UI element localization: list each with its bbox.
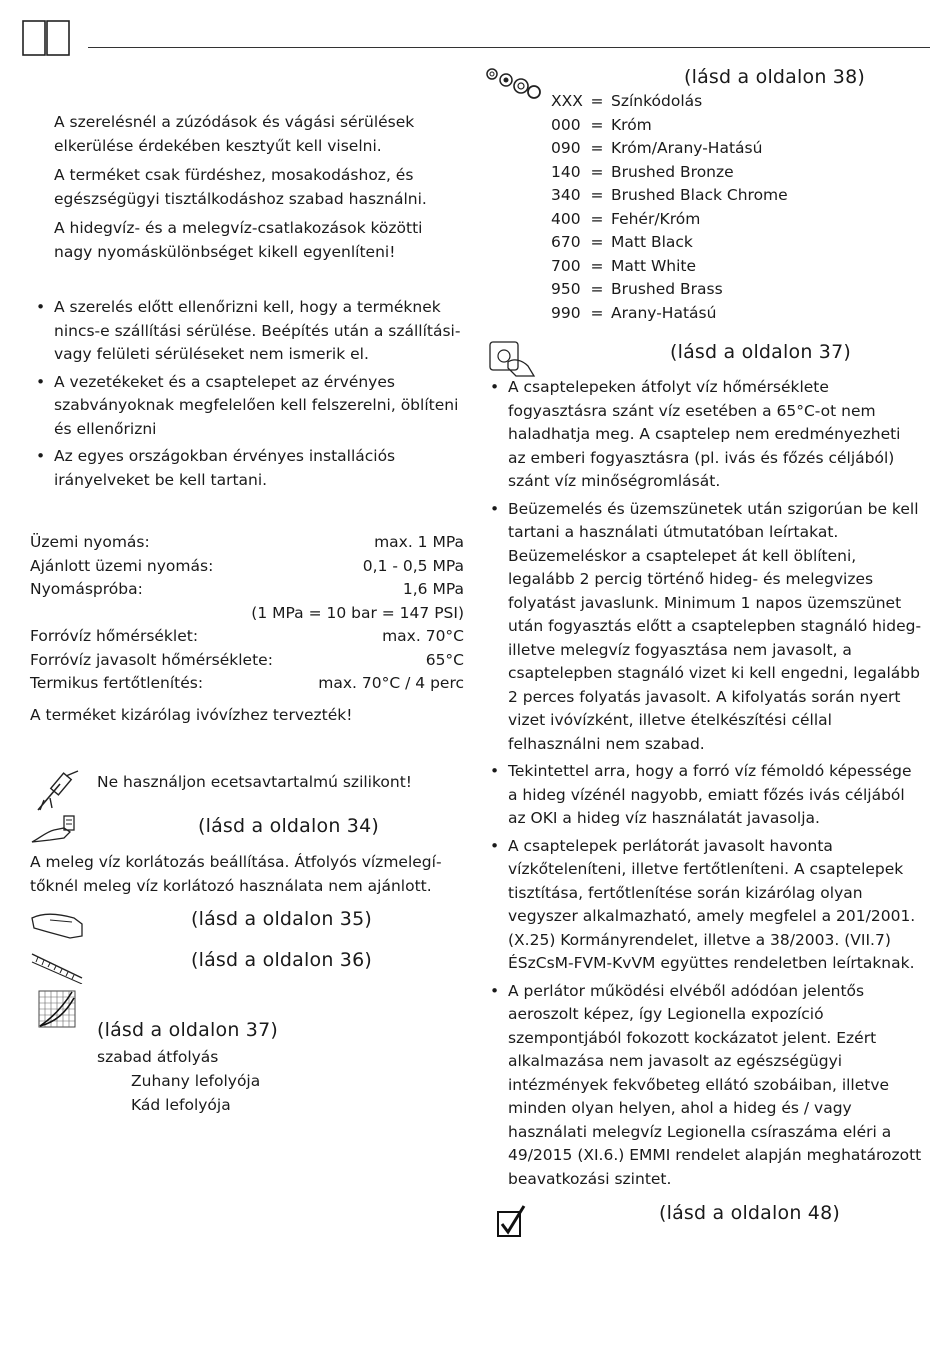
- color-name: Arany-Hatású: [611, 303, 717, 322]
- equals-sign: =: [590, 209, 604, 228]
- checkbox-icon: [496, 1204, 526, 1238]
- safety-notes: [54, 111, 454, 264]
- color-name: Brushed Bronze: [611, 162, 734, 181]
- color-code-row: [551, 255, 871, 279]
- flow-title: szabad átfolyás: [97, 1048, 219, 1066]
- install-note: • Az egyes országokban érvényes installációs irányelveket be kell tartani.: [30, 445, 462, 492]
- spec-row: [30, 555, 464, 579]
- equals-sign: =: [590, 186, 604, 204]
- install-note: • A vezetékeket és a csaptelepet az érvényes szabványoknak megfelelően kell felszerelni, öblíteni és ellenőrizni: [30, 371, 462, 442]
- page-ref-34: (lásd a oldalon 34): [198, 815, 379, 837]
- color-code: 400: [551, 209, 581, 228]
- color-code: 090: [551, 139, 581, 157]
- safety-note: A hidegvíz- és a melegvíz-csatlakozások közötti nagy nyomáskülönbséget kikell egyenlíteni!: [54, 219, 423, 261]
- spec-row: [30, 649, 464, 673]
- spec-row: [30, 625, 464, 649]
- color-code-row: [551, 231, 871, 255]
- hot-limit-text: A meleg víz korlátozás beállítása. Átfolyós vízmelegí-tőknél meleg víz korlátozó használata nem ajánlott.: [30, 853, 442, 895]
- color-code-row: [551, 90, 871, 114]
- equals-sign: =: [590, 280, 604, 298]
- equals-sign: =: [590, 92, 604, 110]
- page-ref-37-right: (lásd a oldalon 37): [670, 341, 851, 363]
- color-name: Króm/Arany-Hatású: [611, 139, 763, 157]
- color-code-row: [551, 137, 871, 161]
- color-name: Színkódolás: [611, 92, 703, 110]
- color-code-row: [551, 161, 871, 185]
- equals-sign: =: [590, 233, 604, 251]
- flow-item: Zuhany lefolyója: [131, 1072, 261, 1090]
- hand-clean-icon: [488, 338, 536, 378]
- color-name: Matt White: [611, 256, 697, 275]
- color-code-list: [551, 90, 871, 325]
- hygiene-note: • A perlátor működési elvéből adódóan jelentős aeroszolt képez, így Legionella expozíció szempontjából fokozott kockázatot jelent. Ezért alkalmazása nem javasolt az egészségügyi intézmények fekvőbeteg ellátó szobáiban, illetve minden olyan helyen, ahol a hideg és / vagy használati melegvíz Legionella csíraszáma eléri a 49/2015 (XI.6.) EMMI rendelet alapján meghatározott beavatkozási szintet.: [484, 980, 922, 1192]
- header-rule: [88, 47, 930, 48]
- spec-value: 65°C: [425, 650, 464, 669]
- potable-note: A terméket kizárólag ivóvízhez tervezték!: [30, 705, 353, 724]
- spec-row: [30, 672, 464, 696]
- page-ref-48: (lásd a oldalon 48): [659, 1202, 840, 1224]
- color-code: XXX: [551, 92, 583, 110]
- safety-note: A terméket csak fürdéshez, mosakodáshoz, és egészségügyi tisztálkodáshoz szabad használni.: [54, 166, 427, 208]
- color-code: 700: [551, 256, 581, 275]
- color-name: Króm: [611, 115, 652, 134]
- equals-sign: =: [590, 303, 604, 322]
- color-code: 140: [551, 162, 581, 181]
- spec-row: [30, 602, 464, 626]
- color-name: Brushed Black Chrome: [611, 186, 788, 204]
- spec-label: Ajánlott üzemi nyomás:: [30, 556, 214, 575]
- install-note: • A szerelés előtt ellenőrizni kell, hogy a terméknek nincs-e szállítási sérülése. Beépítés után a szállítási- vagy felületi sérüléseket nem ismerik el.: [30, 296, 462, 367]
- spec-value: max. 1 MPa: [374, 533, 464, 551]
- page-ref-37-left: (lásd a oldalon 37): [97, 1019, 278, 1041]
- silicone-note: Ne használjon ecetsavtartalmú szilikont!: [97, 773, 413, 791]
- color-code-row: [551, 114, 871, 138]
- safety-note: A szerelésnél a zúzódások és vágási sérülések elkerülése érdekében kesztyűt kell viselni.: [54, 113, 415, 155]
- page-ref-36: (lásd a oldalon 36): [191, 949, 372, 971]
- color-code: 950: [551, 280, 581, 298]
- spec-value: max. 70°C / 4 perc: [318, 674, 464, 692]
- color-code-row: [551, 184, 871, 208]
- color-code: 990: [551, 303, 581, 322]
- flow-item: Kád lefolyója: [131, 1096, 231, 1114]
- equals-sign: =: [590, 139, 604, 157]
- spec-value: max. 70°C: [382, 627, 464, 645]
- color-code: 340: [551, 186, 581, 204]
- spec-label: Termikus fertőtlenítés:: [30, 674, 204, 692]
- spec-row: [30, 578, 464, 602]
- spec-label: Üzemi nyomás:: [30, 533, 150, 551]
- hygiene-note: • A csaptelepeken átfolyt víz hőmérséklete fogyasztásra szánt víz esetében a 65°C-ot nem haladhatja meg. A csaptelep nem eredményezheti az emberi fogyasztásra (pl. ivás és főzés céljából) szánt víz minőségromlását.: [484, 376, 922, 494]
- spec-label: Nyomáspróba:: [30, 580, 143, 598]
- spec-value: (1 MPa = 10 bar = 147 PSI): [251, 603, 464, 622]
- hygiene-note: • A csaptelepek perlátorát javasolt havonta vízkőteleníteni, illetve fertőtleníteni. A csaptelepek tisztítása, fertőtlenítése során kizárólag olyan vegyszer alkalmazható, amely megfelel a 201/2001. (X.25) Kormányrendelet, illetve a 38/2003. (VII.7) ÉSzCsM-FVM-KvVM együttes rendeletben leírtaknak.: [484, 835, 922, 976]
- page-ref-35: (lásd a oldalon 35): [191, 908, 372, 930]
- ruler-icon: [30, 950, 84, 984]
- equals-sign: =: [590, 162, 604, 181]
- hygiene-note: • Tekintettel arra, hogy a forró víz fémoldó képessége a hideg vízénél nagyobb, emiatt főzés ivás céljából az OKI a hideg víz használatát javasolja.: [484, 760, 922, 831]
- equals-sign: =: [590, 256, 604, 275]
- equals-sign: =: [590, 115, 604, 134]
- hygiene-note: • Beüzemelés és üzemszünetek után szigorúan be kell tartani a használati útmutatóban leírtakat. Beüzemeléskor a csaptelepet át kell öblíteni, legalább 2 percig történő hideg- és melegvizes folyatást javaslunk. Minimum 1 napos üzemszünet után fogyasztás előtt a csaptelepben stagnáló hideg- illetve melegvíz fogyasztása nem javasolt, a csaptelepben stagnáló vizet ki kell engedni, legalább 2 perces folyatás javasolt. A kifolyatás során nyert vizet ivóvízként, illetve ételkészítési céllal felhasználni nem szabad.: [484, 498, 922, 757]
- color-code-row: [551, 208, 871, 232]
- color-name: Fehér/Króm: [611, 209, 701, 228]
- spec-table: [30, 531, 464, 727]
- page-ref-38: (lásd a oldalon 38): [684, 66, 865, 88]
- hand-press-icon: [30, 908, 84, 940]
- book-icon: [22, 20, 70, 56]
- spec-value: 1,6 MPa: [402, 580, 464, 598]
- hand-adjust-icon: [30, 812, 80, 848]
- flow-chart-icon: [38, 990, 76, 1028]
- color-code: 670: [551, 233, 581, 251]
- color-code-row: [551, 302, 871, 326]
- hygiene-notes: [484, 376, 922, 1195]
- spec-label: Forróvíz hőmérséklet:: [30, 627, 199, 645]
- color-name: Matt Black: [611, 233, 693, 251]
- install-notes: [30, 296, 462, 496]
- color-code: 000: [551, 115, 581, 134]
- spec-row: [30, 531, 464, 555]
- spec-label: Forróvíz javasolt hőmérséklete:: [30, 650, 273, 669]
- color-code-row: [551, 278, 871, 302]
- color-rings-icon: [484, 64, 542, 100]
- silicone-gun-icon: [34, 770, 80, 812]
- color-name: Brushed Brass: [611, 280, 723, 298]
- spec-value: 0,1 - 0,5 MPa: [362, 556, 464, 575]
